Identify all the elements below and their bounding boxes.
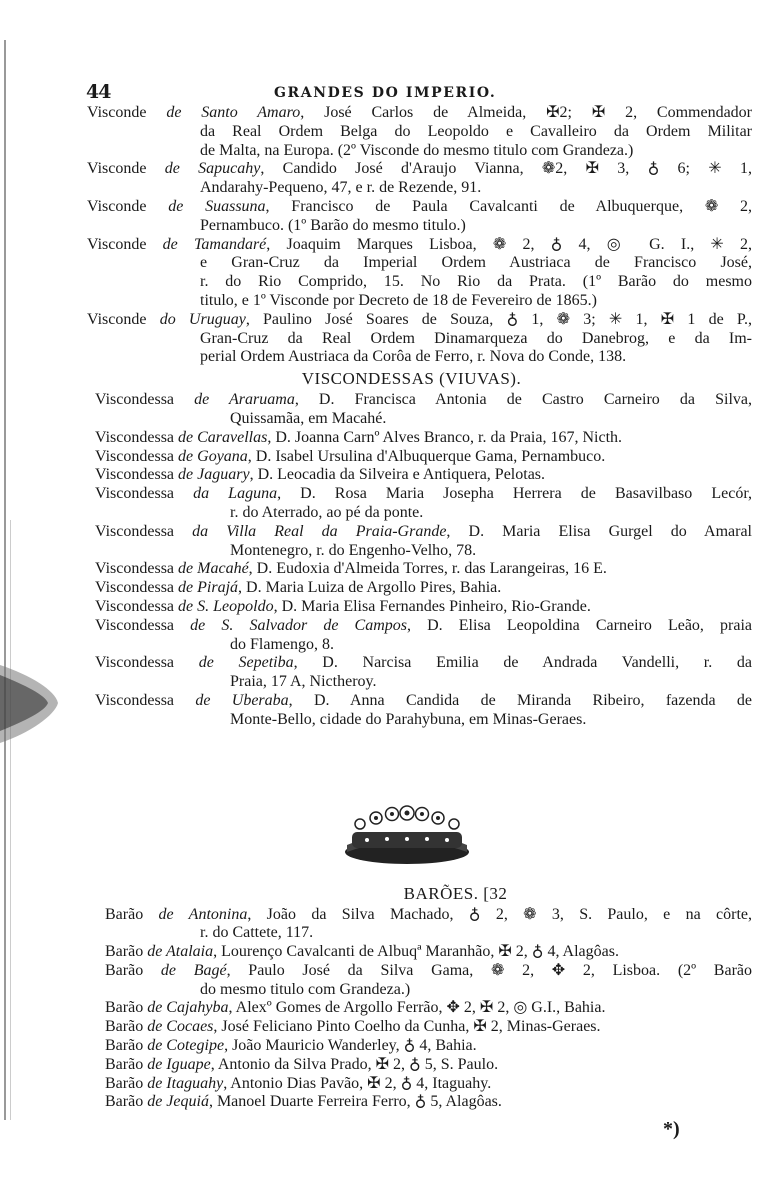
entry-first-line: [95, 466, 752, 485]
entry-first-line: [95, 692, 752, 711]
entry-text: , D. Leocadia da Silveira e Antiquera, Pelotas.: [249, 466, 546, 484]
barao-entry: [105, 999, 752, 1018]
entry-first-line: [95, 598, 752, 617]
entry-text: , D. Eudoxia d'Almeida Torres, r. das Larangeiras, 16 E.: [248, 560, 607, 578]
barao-entry: [105, 943, 752, 962]
visconde-entry: [87, 236, 752, 311]
entry-rank: Visconde: [87, 310, 160, 328]
entry-rank: Viscondessa: [95, 691, 196, 709]
entry-title: de Tamandaré: [162, 235, 267, 253]
entry-continuation-line: da Real Ordem Belga do Leopoldo e Cavalleiro da Ordem Militar: [200, 122, 752, 140]
baroes-list: [105, 906, 752, 1113]
entry-continuation-line: perial Ordem Austriaca da Corôa de Ferro, r. Nova do Conde, 138.: [200, 348, 627, 366]
entry-continuation-line: e Gran-Cruz da Imperial Ordem Austriaca de Francisco José,: [200, 254, 752, 272]
entry-title: de Suassuna: [168, 197, 266, 215]
entry-title: de Araruama: [194, 391, 295, 409]
entry-title: de Bagé: [160, 961, 227, 979]
viscondessa-entry: [95, 391, 752, 429]
entry-continuation-line: r. do Rio Comprido, 15. No Rio da Prata. (1º Barão do mesmo: [200, 273, 752, 291]
entry-continuation-line: do mesmo titulo com Grandeza.): [200, 980, 411, 998]
entry-text: , Manoel Duarte Ferreira Ferro, ♁ 5, Alagôas.: [208, 1093, 502, 1111]
entry-first-line: [105, 962, 752, 981]
entry-first-line: [95, 448, 752, 467]
viscondessa-entry: [95, 560, 752, 579]
entry-rank: Viscondessa: [95, 560, 179, 578]
entry-rank: Viscondessa: [95, 391, 195, 409]
entry-title: de Iguape: [147, 1055, 211, 1073]
entry-first-line: [95, 654, 752, 673]
entry-rank: Viscondessa: [95, 447, 179, 465]
entry-continuation-line: Praia, 17 A, Nictheroy.: [230, 673, 377, 691]
entry-rank: Viscondessa: [95, 616, 191, 634]
entry-text: , D. Joanna Carnº Alves Branco, r. da Praia, 167, Nicth.: [267, 428, 623, 446]
entry-continuation-line: r. do Cattete, 117.: [200, 924, 314, 942]
entry-continuation-line: de Malta, na Europa. (2º Visconde do mesmo titulo com Grandeza.): [200, 141, 634, 159]
entry-first-line: [105, 943, 752, 962]
visconde-entry: [87, 160, 752, 198]
baronial-coronet-ornament: [332, 790, 482, 870]
entry-first-line: [105, 1093, 752, 1112]
entry-first-line: [95, 617, 752, 636]
entry-text: , D. Anna Candida de Miranda Ribeiro, fazenda de: [288, 691, 752, 709]
baroes-heading: [87, 884, 752, 904]
entry-text: , Paulino José Soares de Souza, ♁ 1, ❁ 3; ✳ 1, ✠ 1 de P.,: [245, 310, 753, 328]
entry-text: , Paulo José da Silva Gama, ❁ 2, ✥ 2, Lisboa. (2º Barão: [226, 961, 753, 979]
viscondessa-entry: [95, 429, 752, 448]
barao-entry: [105, 1093, 752, 1112]
entry-first-line: [95, 560, 752, 579]
barao-entry: [105, 1037, 752, 1056]
entry-continuation-line: Gran-Cruz da Real Ordem Dinamarqueza do Danebrog, e da Im-: [200, 329, 752, 347]
viscondessa-entry: [95, 523, 752, 561]
entry-title: de Jequiá: [147, 1093, 209, 1111]
entry-first-line: [95, 391, 752, 410]
entry-rank: Viscondessa: [95, 597, 179, 615]
entry-title: de Pirajá: [178, 579, 239, 597]
entry-title: de S. Leopoldo: [178, 597, 274, 615]
entry-title: de Cajahyba: [147, 999, 229, 1017]
entry-continuation-line: Monte-Bello, cidade do Parahybuna, em Minas-Geraes.: [230, 710, 587, 728]
viscondessas-list: [95, 391, 752, 729]
entry-rank: Barão: [105, 943, 148, 961]
entry-continuation-line: r. do Aterrado, ao pé da ponte.: [230, 503, 424, 521]
entry-text: , Francisco de Paula Cavalcanti de Albuquerque, ❁ 2,: [265, 197, 753, 215]
viscondessa-entry: [95, 692, 752, 730]
entry-text: , D. Maria Elisa Fernandes Pinheiro, Rio-Grande.: [273, 597, 591, 615]
entry-text: , João Mauricio Wanderley, ♁ 4, Bahia.: [224, 1037, 477, 1055]
entry-text: , D. Isabel Ursulina d'Albuquerque Gama, Pernambuco.: [247, 447, 606, 465]
entry-title: de Itaguahy: [147, 1074, 224, 1092]
entry-first-line: [95, 579, 752, 598]
entry-text: , D. Maria Elisa Gurgel do Amaral: [446, 522, 752, 540]
barao-entry: [105, 962, 752, 1000]
entry-rank: Viscondessa: [95, 428, 179, 446]
entry-rank: Visconde: [87, 235, 163, 253]
entry-continuation-line: titulo, e 1º Visconde por Decreto de 18 de Fevereiro de 1865.): [200, 291, 597, 309]
barao-entry: [105, 1056, 752, 1075]
viscondessa-entry: [95, 466, 752, 485]
entry-title: de Cocaes: [147, 1018, 214, 1036]
entry-text: , José Feliciano Pinto Coelho da Cunha, ✠ 2, Minas-Geraes.: [213, 1018, 601, 1036]
entry-first-line: [87, 160, 752, 179]
viscondessa-entry: [95, 654, 752, 692]
viscondessa-entry: [95, 448, 752, 467]
page-number: 44: [86, 81, 111, 103]
barao-entry: [105, 906, 752, 944]
binding-smudge: [0, 655, 60, 750]
page-body: [87, 104, 752, 1140]
entry-text: , Antonio da Silva Prado, ✠ 2, ♁ 5, S. Paulo.: [210, 1055, 499, 1073]
entry-text: , Lourenço Cavalcanti de Albuqª Maranhão, ✠ 2, ♁ 4, Alagôas.: [213, 943, 619, 961]
entry-text: , Alexº Gomes de Argollo Ferrão, ✥ 2, ✠ 2, ◎ G.I., Bahia.: [228, 999, 606, 1017]
entry-continuation-line: Montenegro, r. do Engenho-Velho, 78.: [230, 541, 477, 559]
running-title: GRANDES DO IMPERIO.: [274, 85, 497, 101]
entry-title: de S. Salvador de Campos: [190, 616, 408, 634]
baroes-heading-text: BARÕES. [32: [403, 883, 508, 903]
entry-first-line: [95, 429, 752, 448]
entry-title: da Villa Real da Praia-Grande: [192, 522, 447, 540]
entry-first-line: [87, 311, 752, 330]
entry-title: do Uruguay: [159, 310, 246, 328]
entry-rank: Barão: [105, 999, 148, 1017]
entry-title: de Uberaba: [195, 691, 289, 709]
page-header: [86, 82, 752, 102]
entry-first-line: [105, 1056, 752, 1075]
viscondessa-entry: [95, 617, 752, 655]
entry-rank: Barão: [105, 1055, 148, 1073]
entry-continuation-line: Pernambuco. (1º Barão do mesmo titulo.): [200, 216, 466, 234]
visconde-entry: [87, 104, 752, 160]
entry-continuation-line: do Flamengo, 8.: [230, 635, 334, 653]
entry-rank: Viscondessa: [95, 654, 199, 672]
entry-text: , D. Maria Luiza de Argollo Pires, Bahia.: [238, 579, 502, 597]
entry-title: de Antonina: [158, 905, 248, 923]
entry-title: de Santo Amaro: [166, 104, 301, 121]
entry-rank: Viscondessa: [95, 466, 179, 484]
entry-first-line: [95, 523, 752, 542]
entry-first-line: [87, 236, 752, 255]
entry-continuation-line: Andarahy-Pequeno, 47, e r. de Rezende, 91.: [200, 179, 482, 197]
entry-text: , D. Rosa Maria Josepha Herrera de Basavilbaso Lecór,: [277, 485, 753, 503]
entry-first-line: [105, 1037, 752, 1056]
entry-text: , Joaquim Marques Lisboa, ❁ 2, ♁ 4, ◎ G. I., ✳ 2,: [266, 235, 752, 253]
entry-title: de Caravellas: [178, 428, 268, 446]
viscondes-list: [87, 104, 752, 367]
entry-title: de Jaguary: [178, 466, 250, 484]
entry-rank: Barão: [105, 961, 161, 979]
entry-first-line: [95, 485, 752, 504]
entry-first-line: [105, 1075, 752, 1094]
entry-title: de Cotegipe: [147, 1037, 225, 1055]
entry-rank: Viscondessa: [95, 485, 194, 503]
entry-rank: Visconde: [87, 197, 169, 215]
entry-text: , Candido José d'Araujo Vianna, ❁2, ✠ 3, ♁ 6; ✳ 1,: [260, 160, 752, 178]
entry-title: de Sapucahy: [164, 160, 261, 178]
entry-text: , D. Narcisa Emilia de Andrada Vandelli, r. da: [293, 654, 753, 672]
visconde-entry: [87, 311, 752, 367]
entry-rank: Barão: [105, 1074, 148, 1092]
entry-rank: Barão: [105, 1018, 148, 1036]
entry-rank: Visconde: [87, 160, 165, 178]
entry-text: , D. Francisca Antonia de Castro Carneiro da Silva,: [294, 391, 752, 409]
entry-first-line: [105, 1018, 752, 1037]
entry-first-line: [105, 999, 752, 1018]
viscondessa-entry: [95, 598, 752, 617]
viscondessas-heading-text: VISCONDESSAS (VIUVAS).: [301, 369, 522, 389]
entry-text: , Antonio Dias Pavão, ✠ 2, ♁ 4, Itaguahy.: [223, 1074, 492, 1092]
entry-text: , José Carlos de Almeida, ✠2; ✠ 2, Commendador: [300, 104, 753, 121]
entry-title: da Laguna: [193, 485, 278, 503]
entry-title: de Atalaia: [147, 943, 214, 961]
entry-first-line: [87, 104, 752, 123]
entry-rank: Viscondessa: [95, 522, 193, 540]
viscondessas-heading: [87, 369, 752, 389]
entry-rank: Visconde: [87, 104, 167, 121]
page-binding-edge: [4, 40, 6, 1120]
entry-continuation-line: Quissamãa, em Macahé.: [230, 409, 387, 427]
viscondessa-entry: [95, 579, 752, 598]
entry-rank: Barão: [105, 1037, 148, 1055]
barao-entry: [105, 1018, 752, 1037]
entry-first-line: [87, 198, 752, 217]
barao-entry: [105, 1075, 752, 1094]
entry-first-line: [105, 906, 752, 925]
entry-text: , D. Elisa Leopoldina Carneiro Leão, praia: [407, 616, 753, 634]
entry-rank: Barão: [105, 1093, 148, 1111]
entry-title: de Goyana: [178, 447, 248, 465]
entry-title: de Macahé: [178, 560, 249, 578]
entry-text: , João da Silva Machado, ♁ 2, ❁ 3, S. Paulo, e na côrte,: [247, 905, 753, 923]
entry-title: de Sepetiba: [198, 654, 294, 672]
entry-rank: Barão: [105, 905, 159, 923]
entry-rank: Viscondessa: [95, 579, 179, 597]
viscondessa-entry: [95, 485, 752, 523]
visconde-entry: [87, 198, 752, 236]
page-binding-shadow: [10, 520, 11, 1120]
footnote-mark: *): [663, 1118, 680, 1141]
